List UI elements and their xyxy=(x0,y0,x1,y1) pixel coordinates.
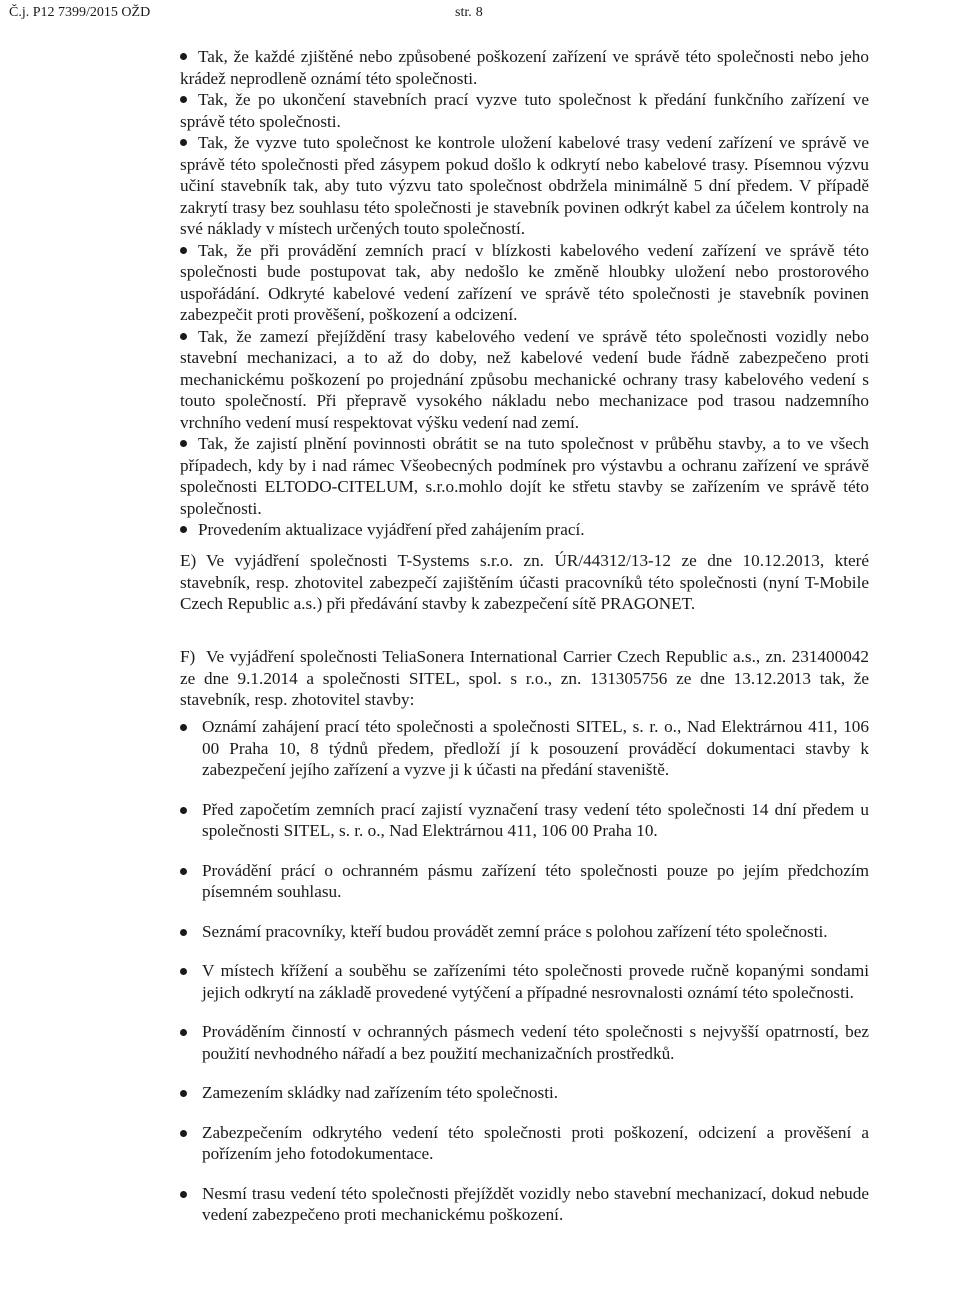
bullet-icon xyxy=(180,96,187,103)
sitel-conditions-list xyxy=(180,716,869,1226)
list-item: Před započetím zemních prací zajistí vyznačení trasy vedení této společnosti 14 dní předem u společnosti SITEL, s. r. o., Nad Elektrárnou 411, 106 00 Praha 10. xyxy=(180,799,869,842)
section-f-text: Ve vyjádření společnosti TeliaSonera International Carrier Czech Republic a.s., zn. 231400042 ze dne 9.1.2014 a společnosti SITEL, spol. s r.o., zn. 131305756 ze dne 13.12.2013 tak, že stavebník, resp. zhotovitel stavby: xyxy=(180,647,869,709)
list-item: Oznámí zahájení prací této společnosti a společnosti SITEL, s. r. o., Nad Elektrárnou 411, 106 00 Praha 10, 8 týdnů předem, předloží jí k posouzení prováděcí dokumentaci stavby k zabezpečení jejího zařízení a vyzve ji k účasti na předání staveniště. xyxy=(180,716,869,781)
list-item: Zamezením skládky nad zařízením této společnosti. xyxy=(180,1082,869,1104)
section-e xyxy=(180,550,869,615)
bullet-icon xyxy=(180,807,187,814)
bullet-icon xyxy=(180,1191,187,1198)
page-prefix: str. xyxy=(455,5,472,20)
list-item: Tak, že při provádění zemních prací v blízkosti kabelového vedení zařízení ve správě této společnosti bude postupovat tak, aby nedošlo ke změně hloubky uložení nebo prostorového uspořádání. Odkryté kabelové vedení zařízení ve správě této společnosti je stavebník povinen zabezpečit proti prověšení, poškození a odcizení. xyxy=(180,240,869,324)
list-item: V místech křížení a souběhu se zařízeními této společnosti provede ručně kopanými sondami jejich odkrytí na základě provedené vytýčení a případné nesrovnalosti oznámí této společnosti. xyxy=(180,960,869,1003)
bullet-icon xyxy=(180,440,187,447)
bullet-icon xyxy=(180,1090,187,1097)
section-e-letter: E) xyxy=(180,551,197,570)
bullet-icon xyxy=(180,929,187,936)
page-header xyxy=(0,5,960,27)
bullet-icon xyxy=(180,333,187,340)
section-f xyxy=(180,646,869,711)
list-item: Nesmí trasu vedení této společnosti přejíždět vozidly nebo stavební mechanizací, dokud nebude vedení zabezpečeno proti mechanickému poškození. xyxy=(180,1183,869,1226)
list-item: Tak, že po ukončení stavebních prací vyzve tuto společnost k předání funkčního zařízení ve správě této společnosti. xyxy=(180,90,869,131)
bullet-icon xyxy=(180,868,187,875)
page-number-value: 8 xyxy=(475,5,483,20)
list-item: Seznámí pracovníky, kteří budou provádět zemní práce s polohou zařízení této společnosti. xyxy=(180,921,869,943)
bullet-icon xyxy=(180,526,187,533)
section-e-text: Ve vyjádření společnosti T-Systems s.r.o. zn. ÚR/44312/13-12 ze dne 10.12.2013, které stavebník, resp. zhotovitel zabezpečí zajištěním účasti pracovníků této společnosti (nyní T-Mobile Czech Republic a.s.) při předávání stavby k zabezpečení sítě PRAGONET. xyxy=(180,551,869,613)
list-item: Tak, že vyzve tuto společnost ke kontrole uložení kabelové trasy vedení zařízení ve správě ve správě této společnosti před zásypem pokud došlo k odkrytí nebo kabelové trasy. Písemnou výzvu učiní stavebník tak, aby tuto výzvu tato společnost obdržela minimálně 5 dní předem. V případě zakrytí trasy bez souhlasu této společnosti je stavebník povinen odkrýt kabel za účelem kontroly na své náklady v místech určených touto společností. xyxy=(180,133,869,238)
bullet-icon xyxy=(180,247,187,254)
list-item: Provádění prácí o ochranném pásmu zařízení této společnosti pouze po jejím předchozím písemném souhlasu. xyxy=(180,860,869,903)
bullet-icon xyxy=(180,1029,187,1036)
bullet-icon xyxy=(180,139,187,146)
list-item: Provedením aktualizace vyjádření před zahájením prací. xyxy=(180,519,869,541)
bullet-icon xyxy=(180,968,187,975)
reference-number: Č.j. P12 7399/2015 OŽD xyxy=(9,5,151,20)
obligations-list xyxy=(180,46,869,541)
list-item: Tak, že každé zjištěné nebo způsobené poškození zařízení ve správě této společnosti nebo jeho krádež neprodleně oznámí této společnosti. xyxy=(180,47,869,88)
list-item: Zabezpečením odkrytého vedení této společnosti proti poškození, odcizení a prověšení a pořízením jeho fotodokumentace. xyxy=(180,1122,869,1165)
list-item: Tak, že zajistí plnění povinnosti obrátit se na tuto společnost v průběhu stavby, a to ve všech případech, kdy by i nad rámec Všeobecných podmínek pro výstavbu a ochranu zařízení ve správě společnosti ELTODO-CITELUM, s.r.o.mohlo dojít ke střetu stavby se zařízením ve správě této společnosti. xyxy=(180,434,869,518)
bullet-icon xyxy=(180,1130,187,1137)
bullet-icon xyxy=(180,724,187,731)
section-f-letter: F) xyxy=(180,647,196,666)
bullet-icon xyxy=(180,53,187,60)
list-item: Prováděním činností v ochranných pásmech vedení této společnosti s nejvyšší opatrností, bez použití nevhodného nářadí a bez použití mechanizačních prostředků. xyxy=(180,1021,869,1064)
page-number xyxy=(455,5,483,21)
list-item: Tak, že zamezí přejíždění trasy kabelového vedení ve správě této společnosti vozidly nebo stavební mechanizaci, a to až do doby, než kabelové vedení bude řádně zabezpečeno proti mechanickému poškození po projednání způsobu mechanické ochrany trasy kabelového vedení s touto společností. Při přepravě vysokého nákladu nebo mechanizace pod trasou nadzemního vrchního vedení musí respektovat výšku vedení nad zemí. xyxy=(180,326,869,432)
